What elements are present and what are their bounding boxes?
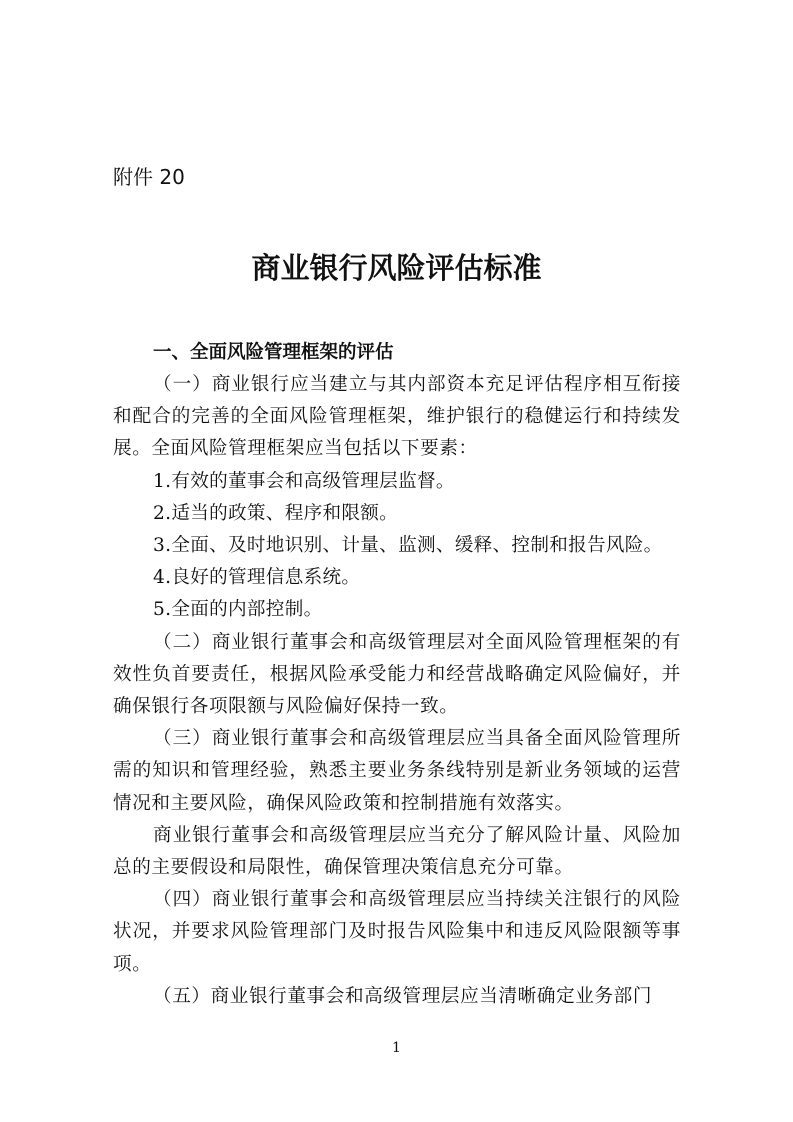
document-body: [113, 337, 681, 1013]
paragraph-2: （二）商业银行董事会和高级管理层对全面风险管理框架的有效性负首要责任，根据风险承受能力和经营战略确定风险偏好，并确保银行各项限额与风险偏好保持一致。: [113, 631, 681, 718]
paragraph-3: （三）商业银行董事会和高级管理层应当具备全面风险管理所需的知识和管理经验，熟悉主要业务条线特别是新业务领域的运营情况和主要风险，确保风险政策和控制措施有效落实。: [113, 728, 681, 814]
section-heading: 一、全面风险管理框架的评估: [153, 342, 394, 363]
list-item-5: 5.全面的内部控制。: [153, 599, 323, 621]
list-item-2: 2.适当的政策、程序和限额。: [153, 502, 399, 524]
list-item-3: 3.全面、及时地识别、计量、监测、缓释、控制和报告风险。: [153, 535, 663, 557]
paragraph-1: （一）商业银行应当建立与其内部资本充足评估程序相互衔接和配合的完善的全面风险管理框架，维护银行的稳健运行和持续发展。全面风险管理框架应当包括以下要素：: [113, 374, 681, 460]
page-number: 1: [392, 1040, 401, 1056]
paragraph-4: 商业银行董事会和高级管理层应当充分了解风险计量、风险加总的主要假设和局限性，确保管理决策信息充分可靠。: [113, 824, 681, 879]
list-item-4: 4.良好的管理信息系统。: [153, 567, 361, 589]
document-title: 商业银行风险评估标准: [251, 251, 542, 285]
list-item-1: 1.有效的董事会和高级管理层监督。: [153, 470, 455, 492]
paragraph-5: （四）商业银行董事会和高级管理层应当持续关注银行的风险状况，并要求风险管理部门及时报告风险集中和违反风险限额等事项。: [113, 889, 681, 975]
attachment-label: 附件 20: [113, 165, 185, 189]
paragraph-6: （五）商业银行董事会和高级管理层应当清晰确定业务部门: [153, 985, 653, 1007]
